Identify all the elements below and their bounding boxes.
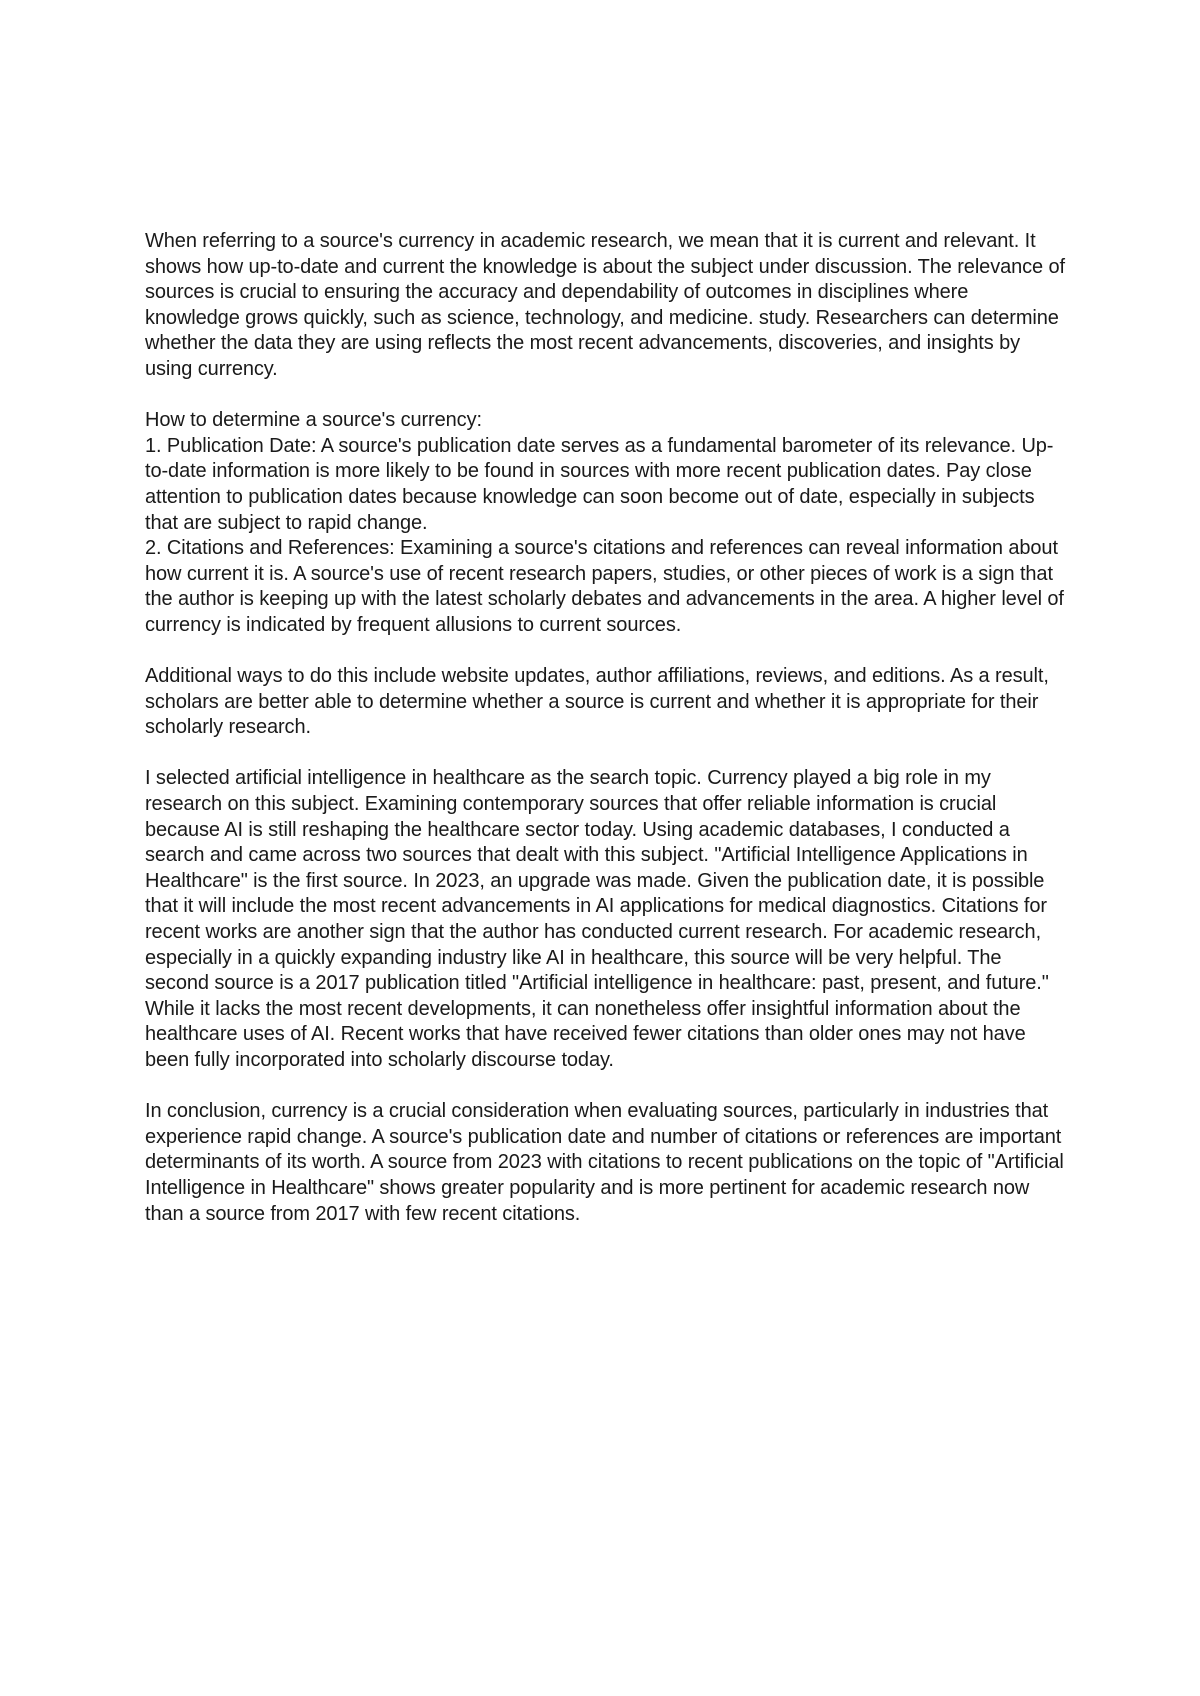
paragraph-spacer xyxy=(145,1074,1065,1100)
conclusion-paragraph: In conclusion, currency is a crucial consideration when evaluating sources, particularly in industries that experience rapid change. A source's publication date and number of citations or references are important determinants of its worth. A source from 2023 with citations to recent publications on the topic of "Artificial Intelligence in Healthcare" shows greater popularity and is more pertinent for academic research now than a source from 2017 with few recent citations. xyxy=(145,1100,1064,1225)
citations-references-point: 2. Citations and References: Examining a source's citations and references can reveal information about how current it is. A source's use of recent research papers, studies, or other pieces of work is a sign that the author is keeping up with the latest scholarly debates and advancements in the area. A higher level of currency is indicated by frequent allusions to current sources. xyxy=(145,537,1064,636)
topic-paragraph: I selected artificial intelligence in healthcare as the search topic. Currency played a big role in my research on this subject. Examining contemporary sources that offer reliable information is crucial because AI is still reshaping the healthcare sector today. Using academic databases, I conducted a search and came across two sources that dealt with this subject. "Artificial Intelligence Applications in Healthcare" is the first source. In 2023, an upgrade was made. Given the publication date, it is possible that it will include the most recent advancements in AI applications for medical diagnostics. Citations for recent works are another sign that the author has conducted current research. For academic research, especially in a quickly expanding industry like AI in healthcare, this source will be very helpful. The second source is a 2017 publication titled "Artificial intelligence in healthcare: past, present, and future." While it lacks the most recent developments, it can nonetheless offer insightful information about the healthcare uses of AI. Recent works that have received fewer citations than older ones may not have been fully incorporated into scholarly discourse today. xyxy=(145,767,1049,1071)
how-to-heading: How to determine a source's currency: xyxy=(145,409,482,432)
paragraph-spacer xyxy=(145,741,1065,767)
document-body xyxy=(145,229,1065,1227)
paragraph-spacer xyxy=(145,383,1065,409)
intro-paragraph: When referring to a source's currency in academic research, we mean that it is current and relevant. It shows how up-to-date and current the knowledge is about the subject under discussion. The relevance of sources is crucial to ensuring the accuracy and dependability of outcomes in disciplines where knowledge grows quickly, such as science, technology, and medicine. study. Researchers can determine whether the data they are using reflects the most recent advancements, discoveries, and insights by using currency. xyxy=(145,230,1065,380)
paragraph-spacer xyxy=(145,639,1065,665)
additional-ways-paragraph: Additional ways to do this include website updates, author affiliations, reviews, and editions. As a result, scholars are better able to determine whether a source is current and whether it is appropriate for their scholarly research. xyxy=(145,665,1049,739)
publication-date-point: 1. Publication Date: A source's publication date serves as a fundamental barometer of its relevance. Up-to-date information is more likely to be found in sources with more recent publication dates. Pay close attention to publication dates because knowledge can soon become out of date, especially in subjects that are subject to rapid change. xyxy=(145,434,1054,534)
